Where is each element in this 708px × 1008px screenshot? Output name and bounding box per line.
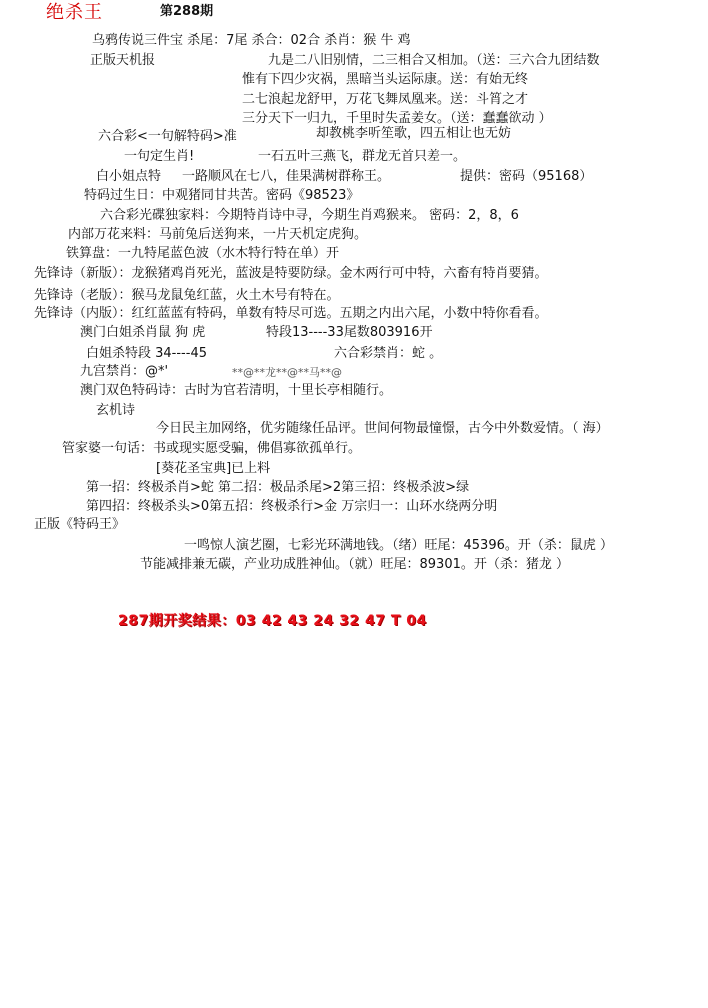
bai-xiaojie-code: 提供：密码（95168） bbox=[460, 169, 593, 184]
tianji-line-4: 三分天下一归九，千里时失孟姜女。（送：蠢蠢欲动 ） bbox=[242, 111, 552, 126]
tema-line-2: 节能减排兼无碳，产业功成胜神仙。（就）旺尾：89301。开（杀：猪龙 ） bbox=[140, 557, 569, 572]
tema-line-1: 一鸣惊人演艺圈，七彩光环满地钱。（绪）旺尾：45396。开（杀：鼠虎 ） bbox=[184, 538, 613, 553]
heading-bai-xiaojie: 白小姐点特 bbox=[96, 169, 162, 184]
banned-zodiac: 六合彩禁肖：蛇 。 bbox=[334, 346, 443, 361]
poem-old-version: 先锋诗（老版）：猴马龙鼠兔红蓝，火土木号有特在。 bbox=[34, 288, 340, 303]
line-internal: 内部万花来料：马前兔后送狗来，一片天机定虎狗。 bbox=[68, 227, 368, 242]
macau-kill-zodiac: 澳门白姐杀肖鼠 狗 虎 bbox=[80, 325, 206, 340]
heading-sunflower: [葵花圣宝典]已上料 bbox=[156, 461, 271, 476]
heading-xuanji: 玄机诗 bbox=[96, 403, 136, 418]
one-sentence-text: 却教桃李听笙歌，四五相让也无妨 bbox=[316, 126, 512, 141]
moves-4-6: 第四招：终极杀头>0第五招：终极杀行>金 万宗归一：山环水绕两分明 bbox=[86, 499, 498, 514]
page-title: 绝杀王 bbox=[46, 2, 103, 23]
line-cd-exclusive: 六合彩光碟独家料：今期特肖诗中寻，今期生肖鸡猴来。 密码：2，8，6 bbox=[100, 208, 519, 223]
zodiac-sentence-text: 一石五叶三燕飞，群龙无首只差一。 bbox=[258, 149, 467, 164]
tianji-line-1: 九是二八旧别情，二三相合又相加。（送：三六合九团结数 bbox=[268, 53, 600, 68]
draw-result: 287期开奖结果：03 42 43 24 32 47 T 04 bbox=[118, 613, 427, 629]
heading-one-sentence: 六合彩<一句解特码>准 bbox=[98, 129, 237, 144]
heading-zodiac-sentence: 一句定生肖! bbox=[124, 149, 195, 164]
housekeeper-sentence: 管家婆一句话：书或现实愿受骗，佛倡寡欲孤单行。 bbox=[62, 441, 362, 456]
nine-palace-pattern: **@**龙**@**马**@ bbox=[232, 366, 342, 379]
bai-xiaojie-text: 一路顺风在七八，佳果满树群称王。 bbox=[182, 169, 391, 184]
nine-palace-label: 九宫禁肖：@*' bbox=[80, 364, 169, 379]
heading-tianji: 正版天机报 bbox=[90, 53, 156, 68]
macau-double-color: 澳门双色特码诗：古时为官若清明，十里长亭相随行。 bbox=[80, 383, 393, 398]
tianji-line-3: 二七浪起龙舒甲，万花飞舞凤凰来。送：斗筲之才 bbox=[242, 92, 529, 107]
line-birthday: 特码过生日：中观猪同甘共苦。密码《98523》 bbox=[84, 188, 360, 203]
tianji-line-2: 惟有下四少灾祸，黑暗当头运际康。送：有始无终 bbox=[242, 72, 529, 87]
special-range: 特段13----33尾数803916开 bbox=[266, 325, 433, 340]
poem-inner-version: 先锋诗（内版）：红红蓝蓝有特码，单数有特尽可选。五期之内出六尾，小数中特你看看。 bbox=[34, 306, 548, 321]
poem-new-version: 先锋诗（新版）：龙猴猪鸡肖死光，蓝波是特要防绿。金木两行可中特，六畜有特肖要猜。 bbox=[34, 266, 548, 281]
moves-1-3: 第一招：终极杀肖>蛇 第二招：极品杀尾>2第三招：终极杀波>绿 bbox=[86, 480, 470, 495]
line-abacus: 铁算盘：一九特尾蓝色波（水木特行特在单）开 bbox=[66, 246, 340, 261]
kill-range: 白姐杀特段 34----45 bbox=[86, 346, 207, 361]
heading-tema-wang: 正版《特码王》 bbox=[34, 517, 126, 532]
xuanji-poem: 今日民主加网络，优劣随缘任品评。世间何物最憧憬，古今中外数爱情。（ 海） bbox=[156, 421, 609, 436]
line-kill-summary: 乌鸦传说三件宝 杀尾：7尾 杀合：02合 杀肖：猴 牛 鸡 bbox=[92, 33, 411, 48]
issue-number: 第288期 bbox=[160, 4, 214, 19]
